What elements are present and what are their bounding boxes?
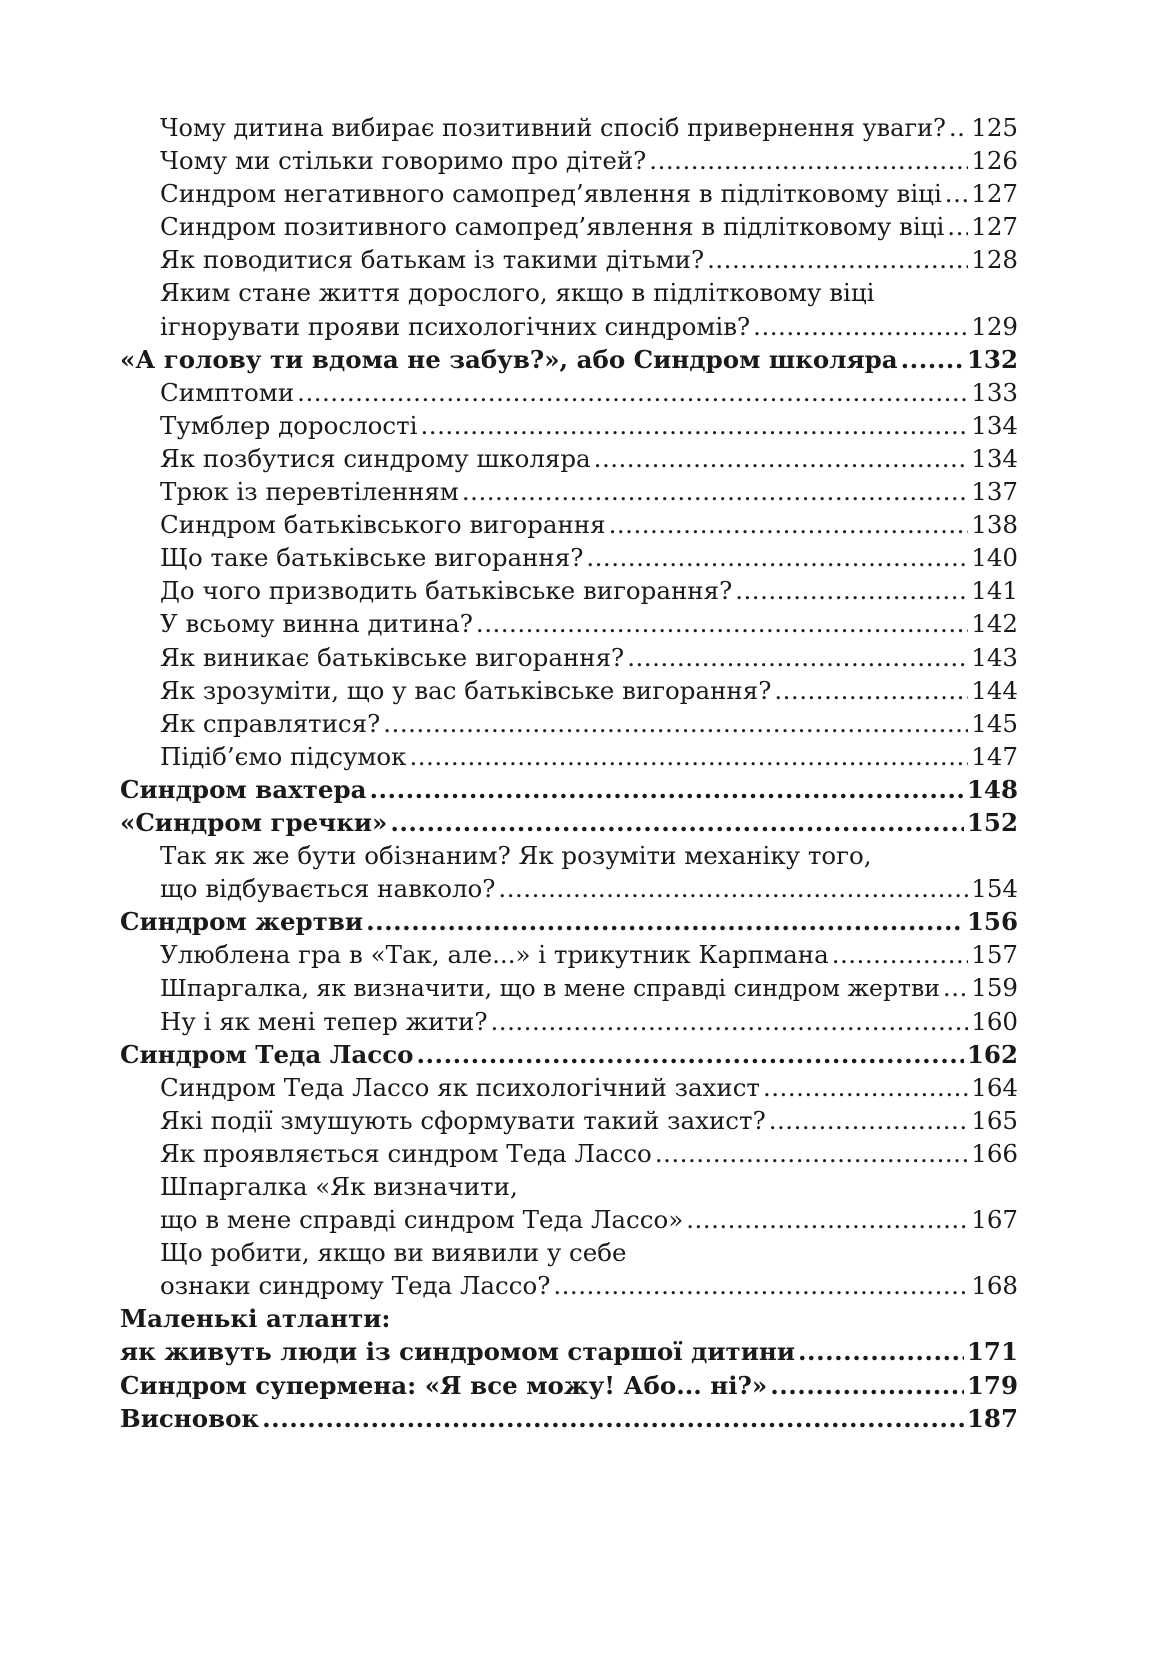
toc-page-number: 137	[971, 477, 1018, 507]
toc-section-entry[interactable]	[120, 210, 1018, 243]
toc-entry-line	[120, 508, 1018, 541]
dot-leader	[586, 541, 968, 574]
toc-chapter-entry[interactable]	[120, 1038, 1018, 1071]
toc-section-entry[interactable]	[120, 276, 1018, 342]
toc-entry-line	[120, 310, 1018, 343]
toc-entry-title: Синдром жертви	[120, 907, 364, 937]
dot-leader	[491, 1005, 969, 1038]
toc-entry-title: Ну і як мені тепер жити?	[160, 1006, 488, 1036]
dot-leader	[366, 905, 964, 938]
toc-page-number: 187	[966, 1403, 1018, 1433]
toc-entry-line	[120, 1137, 1018, 1170]
toc-section-entry[interactable]	[120, 508, 1018, 541]
toc-entry-title: «А голову ти вдома не забув?», або Синдром школяра	[120, 344, 898, 374]
toc-entry-title: Синдром негативного самопред’явлення в підлітковому віці	[160, 179, 942, 209]
toc-entry-title: Синдром батьківського вигорання	[160, 510, 606, 540]
toc-section-entry[interactable]	[120, 707, 1018, 740]
toc-entry-title: У всьому винна дитина?	[160, 609, 473, 639]
toc-entry-title: Як справлятися?	[160, 708, 381, 738]
toc-entry-line	[120, 1071, 1018, 1104]
dot-leader	[553, 1269, 968, 1302]
toc-section-entry[interactable]	[120, 574, 1018, 607]
toc-entry-line	[120, 938, 1018, 971]
toc-entry-title: Як виникає батьківське вигорання?	[160, 642, 625, 672]
toc-entry-line	[120, 971, 1018, 1004]
dot-leader	[947, 210, 968, 243]
dot-leader	[655, 1137, 968, 1170]
toc-entry-title: Синдром Теда Лассо	[120, 1039, 414, 1069]
toc-page-number: 159	[971, 973, 1018, 1003]
toc-page-number: 132	[966, 344, 1018, 374]
toc-entry-line	[120, 740, 1018, 773]
toc-section-entry[interactable]	[120, 1137, 1018, 1170]
toc-entry-title: До чого призводить батьківське вигорання?	[160, 576, 733, 606]
toc-page-number: 134	[971, 443, 1018, 473]
toc-page-number: 145	[971, 708, 1018, 738]
toc-chapter-entry[interactable]	[120, 343, 1018, 376]
toc-entry-title: Що робити, якщо ви виявили у себе	[160, 1238, 627, 1268]
toc-entry-line	[120, 1369, 1018, 1402]
dot-leader	[409, 740, 968, 773]
toc-entry-title: Як зрозуміти, що у вас батьківське вигорання?	[160, 675, 772, 705]
toc-entry-title: «Синдром гречки»	[120, 807, 388, 837]
toc-page-number: 160	[971, 1006, 1018, 1036]
toc-entry-line	[120, 674, 1018, 707]
toc-section-entry[interactable]	[120, 1104, 1018, 1137]
toc-entry-title: Синдром позитивного самопред’явлення в підлітковому віці	[160, 212, 945, 242]
toc-entry-title: Шпаргалка, як визначити, що в мене справді синдром жертви	[160, 974, 940, 1003]
toc-page-number: 142	[971, 609, 1018, 639]
toc-section-entry[interactable]	[120, 740, 1018, 773]
toc-entry-title: Синдром вахтера	[120, 774, 367, 804]
toc-page-number: 156	[966, 907, 1018, 937]
toc-section-entry[interactable]	[120, 971, 1018, 1004]
toc-entry-line	[120, 1203, 1018, 1236]
dot-leader	[649, 144, 968, 177]
toc-page-number: 134	[971, 410, 1018, 440]
dot-leader	[798, 1335, 964, 1368]
toc-entry-line	[120, 376, 1018, 409]
toc-section-entry[interactable]	[120, 243, 1018, 276]
toc-entry-title: Що таке батьківське вигорання?	[160, 543, 584, 573]
toc-entry-line	[120, 111, 1018, 144]
toc-entry-line	[120, 641, 1018, 674]
toc-page-number: 166	[971, 1138, 1018, 1168]
dot-leader	[417, 1038, 964, 1071]
dot-leader	[774, 674, 968, 707]
toc-entry-title: що в мене справді синдром Теда Лассо»	[160, 1205, 684, 1235]
dot-leader	[390, 806, 963, 839]
dot-leader	[686, 1203, 968, 1236]
toc-section-entry[interactable]	[120, 641, 1018, 674]
toc-section-entry[interactable]	[120, 144, 1018, 177]
toc-section-entry[interactable]	[120, 475, 1018, 508]
dot-leader	[594, 442, 969, 475]
toc-page-number: 133	[971, 377, 1018, 407]
toc-entry-title: ігнорувати прояви психологічних синдромів?	[160, 311, 751, 341]
dot-leader	[370, 773, 964, 806]
toc-entry-line	[120, 210, 1018, 243]
toc-entry-line	[120, 872, 1018, 905]
toc-entry-line	[120, 177, 1018, 210]
dot-leader	[901, 343, 964, 376]
dot-leader	[476, 607, 968, 640]
toc-section-entry[interactable]	[120, 376, 1018, 409]
toc-entry-title: Підіб’ємо підсумок	[160, 741, 407, 771]
toc-entry-title: Шпаргалка «Як визначити,	[160, 1172, 518, 1201]
toc-page-number: 141	[971, 576, 1018, 606]
toc-section-entry[interactable]	[120, 177, 1018, 210]
toc-entry-title: як живуть люди із синдромом старшої дитини	[120, 1337, 796, 1367]
toc-entry-title: Тумблер дорослості	[160, 410, 418, 440]
toc-chapter-entry[interactable]	[120, 773, 1018, 806]
toc-entry-line	[120, 409, 1018, 442]
toc-section-entry[interactable]	[120, 111, 1018, 144]
toc-entry-line	[120, 806, 1018, 839]
toc-entry-line	[120, 1269, 1018, 1302]
dot-leader	[769, 1104, 969, 1137]
toc-page-number: 171	[966, 1337, 1018, 1367]
toc-entry-line	[120, 839, 1018, 872]
toc-entry-title: Висновок	[120, 1403, 260, 1433]
toc-entry-line	[120, 1005, 1018, 1038]
dot-leader	[770, 1369, 964, 1402]
toc-page-number: 127	[971, 179, 1018, 209]
toc-entry-title: що відбувається навколо?	[160, 874, 496, 904]
toc-entry-title: Маленькі атланти:	[120, 1304, 391, 1334]
toc-section-entry[interactable]	[120, 541, 1018, 574]
toc-entry-title: Чому ми стільки говоримо про дітей?	[160, 146, 647, 176]
toc-entry-title: Яким стане життя дорослого, якщо в підлітковому віці	[160, 278, 875, 308]
toc-section-entry[interactable]	[120, 839, 1018, 905]
toc-section-entry[interactable]	[120, 1005, 1018, 1038]
toc-page-number: 127	[971, 212, 1018, 242]
toc-entry-title: Так як же бути обізнаним? Як розуміти механіку того,	[160, 841, 872, 871]
toc-page-number: 125	[971, 113, 1018, 142]
toc-entry-line	[120, 574, 1018, 607]
toc-entry-line	[120, 144, 1018, 177]
toc-entry-title: Як проявляється синдром Теда Лассо	[160, 1138, 652, 1168]
toc-entry-title: Як поводитися батькам із такими дітьми?	[160, 245, 705, 275]
dot-leader	[753, 310, 968, 343]
dot-leader	[498, 872, 968, 905]
toc-entry-line	[120, 243, 1018, 276]
toc-chapter-entry[interactable]	[120, 1369, 1018, 1402]
dot-leader	[943, 971, 968, 1004]
toc-section-entry[interactable]	[120, 1236, 1018, 1302]
toc-page-number: 129	[971, 311, 1018, 341]
toc-page-number: 143	[971, 642, 1018, 672]
toc-entry-line	[120, 276, 1018, 309]
toc-page-number: 168	[971, 1271, 1018, 1301]
toc-section-entry[interactable]	[120, 607, 1018, 640]
toc-entry-line	[120, 1402, 1018, 1435]
toc-entry-line	[120, 1038, 1018, 1071]
toc-entry-line	[120, 773, 1018, 806]
toc-entry-title: Які події змушують сформувати такий захист?	[160, 1105, 766, 1135]
toc-page-number: 154	[971, 874, 1018, 904]
toc-entry-title: Трюк із перевтіленням	[160, 477, 459, 507]
toc-page-number: 157	[971, 940, 1018, 970]
toc-entry-title: Синдром Теда Лассо як психологічний захист	[160, 1072, 760, 1102]
toc-entry-line	[120, 1104, 1018, 1137]
toc-entry-title: Симптоми	[160, 377, 295, 407]
dot-leader	[763, 1071, 968, 1104]
toc-entry-line	[120, 442, 1018, 475]
toc-chapter-entry[interactable]	[120, 905, 1018, 938]
dot-leader	[383, 707, 968, 740]
dot-leader	[735, 574, 968, 607]
toc-page-number: 162	[966, 1039, 1018, 1069]
toc-entry-line	[120, 707, 1018, 740]
dot-leader	[609, 508, 969, 541]
toc-section-entry[interactable]	[120, 1071, 1018, 1104]
table-of-contents	[120, 111, 1018, 1435]
toc-section-entry[interactable]	[120, 442, 1018, 475]
dot-leader	[945, 177, 968, 210]
dot-leader	[707, 243, 968, 276]
toc-entry-title: Як позбутися синдрому школяра	[160, 443, 591, 473]
toc-page-number: 152	[966, 807, 1018, 837]
toc-entry-title: ознаки синдрому Теда Лассо?	[160, 1271, 551, 1301]
toc-page-number: 126	[971, 146, 1018, 176]
dot-leader	[462, 475, 968, 508]
toc-page-number: 179	[966, 1370, 1018, 1400]
toc-page-number: 165	[971, 1105, 1018, 1135]
toc-entry-line	[120, 343, 1018, 376]
toc-section-entry[interactable]	[120, 409, 1018, 442]
toc-entry-line	[120, 1302, 1018, 1335]
toc-page-number: 128	[971, 245, 1018, 275]
dot-leader	[262, 1402, 964, 1435]
toc-entry-line	[120, 1236, 1018, 1269]
toc-entry-title: Чому дитина вибирає позитивний спосіб привернення уваги?	[160, 114, 946, 142]
toc-section-entry[interactable]	[120, 674, 1018, 707]
toc-entry-line	[120, 1335, 1018, 1368]
toc-chapter-entry[interactable]	[120, 1402, 1018, 1435]
toc-chapter-entry[interactable]	[120, 1302, 1018, 1368]
toc-entry-title: Синдром супермена: «Я все можу! Або... ні?»	[120, 1370, 768, 1400]
toc-section-entry[interactable]	[120, 1170, 1018, 1236]
toc-page-number: 138	[971, 510, 1018, 540]
dot-leader	[421, 409, 969, 442]
toc-page-number: 140	[971, 543, 1018, 573]
toc-entry-title: Улюблена гра в «Так, але...» і трикутник Карпмана	[160, 940, 829, 970]
toc-entry-line	[120, 607, 1018, 640]
toc-page-number: 167	[971, 1205, 1018, 1235]
toc-page-number: 148	[966, 774, 1018, 804]
toc-page-number: 147	[971, 741, 1018, 771]
dot-leader	[627, 641, 968, 674]
toc-entry-line	[120, 541, 1018, 574]
toc-chapter-entry[interactable]	[120, 806, 1018, 839]
toc-page-number: 144	[971, 675, 1018, 705]
toc-entry-line	[120, 1170, 1018, 1203]
toc-entry-line	[120, 905, 1018, 938]
toc-page-number: 164	[971, 1072, 1018, 1102]
dot-leader	[297, 376, 968, 409]
toc-section-entry[interactable]	[120, 938, 1018, 971]
toc-entry-line	[120, 475, 1018, 508]
dot-leader	[832, 938, 969, 971]
dot-leader	[949, 111, 968, 144]
